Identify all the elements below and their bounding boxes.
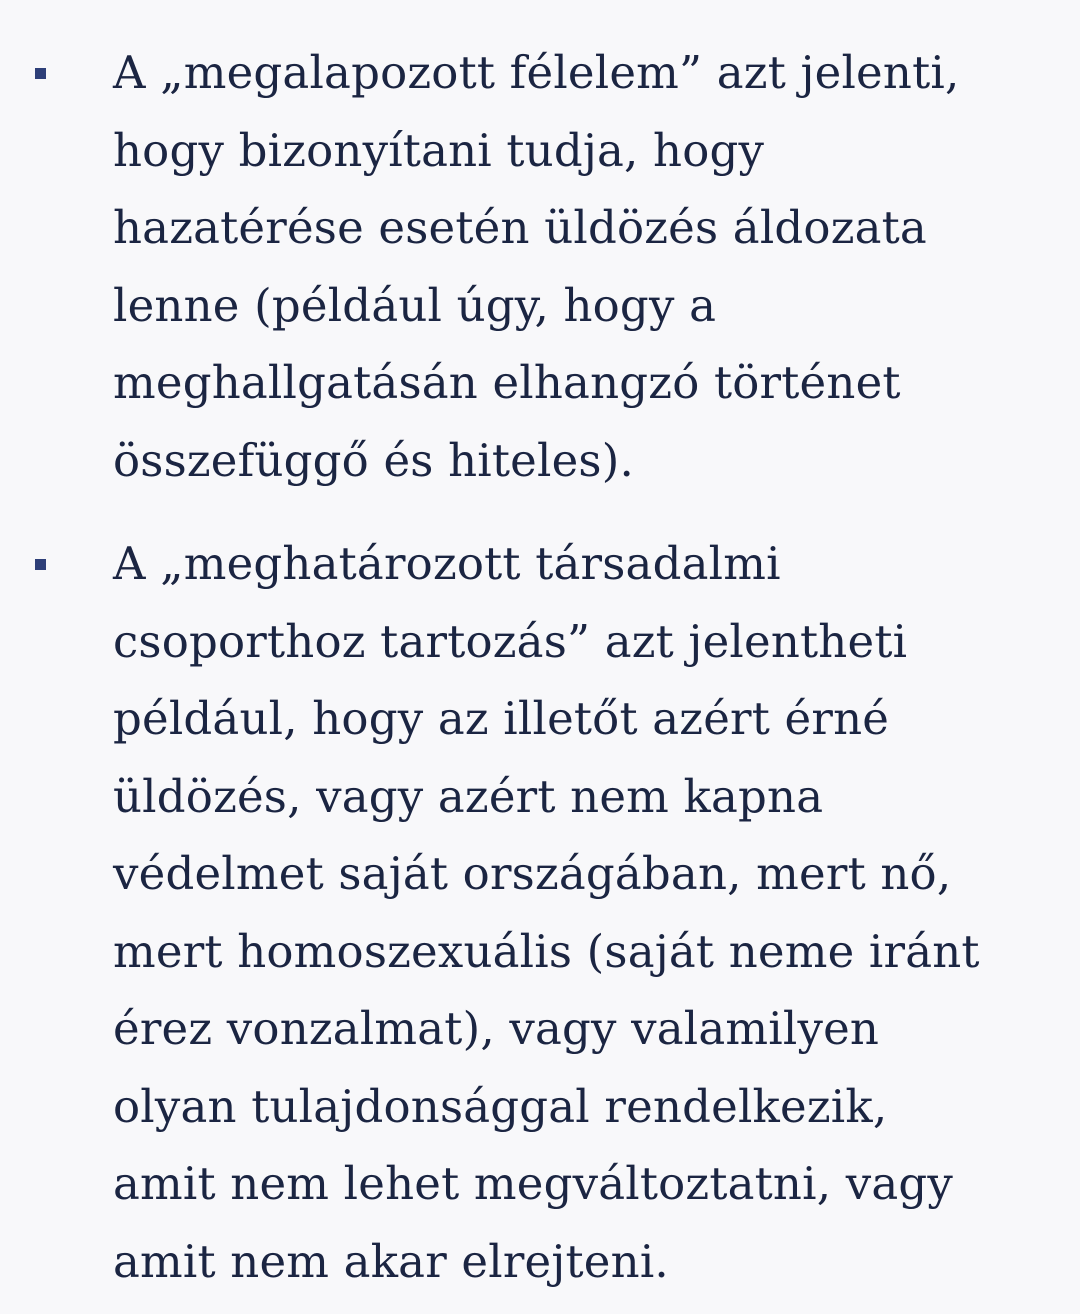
text-line: csoporthoz tartozás” azt jelentheti bbox=[113, 614, 908, 668]
square-bullet-icon bbox=[35, 68, 46, 79]
list-item-text bbox=[113, 34, 1063, 499]
text-line: mert homoszexuális (saját neme iránt bbox=[113, 924, 980, 978]
text-line: érez vonzalmat), vagy valamilyen bbox=[113, 1002, 880, 1055]
text-line: üldözés, vagy azért nem kapna bbox=[113, 769, 824, 823]
text-line: például, hogy az illetőt azért érné bbox=[113, 692, 890, 745]
text-line: hazatérése esetén üldözés áldozata bbox=[113, 201, 927, 254]
text-line: összefüggő és hiteles). bbox=[113, 433, 634, 487]
list-item-text bbox=[113, 525, 1063, 1300]
text-line: védelmet saját országában, mert nő, bbox=[113, 847, 952, 900]
text-line: olyan tulajdonsággal rendelkezik, bbox=[113, 1079, 888, 1133]
text-line: meghallgatásán elhangzó történet bbox=[113, 356, 901, 409]
text-line: lenne (például úgy, hogy a bbox=[113, 278, 717, 332]
square-bullet-icon bbox=[35, 559, 46, 570]
text-line: A „meghatározott társadalmi bbox=[113, 537, 781, 590]
text-line: amit nem akar elrejteni. bbox=[113, 1234, 669, 1288]
text-line: hogy bizonyítani tudja, hogy bbox=[113, 123, 765, 177]
text-line: A „megalapozott félelem” azt jelenti, bbox=[113, 46, 960, 99]
text-line: amit nem lehet megváltoztatni, vagy bbox=[113, 1157, 953, 1210]
